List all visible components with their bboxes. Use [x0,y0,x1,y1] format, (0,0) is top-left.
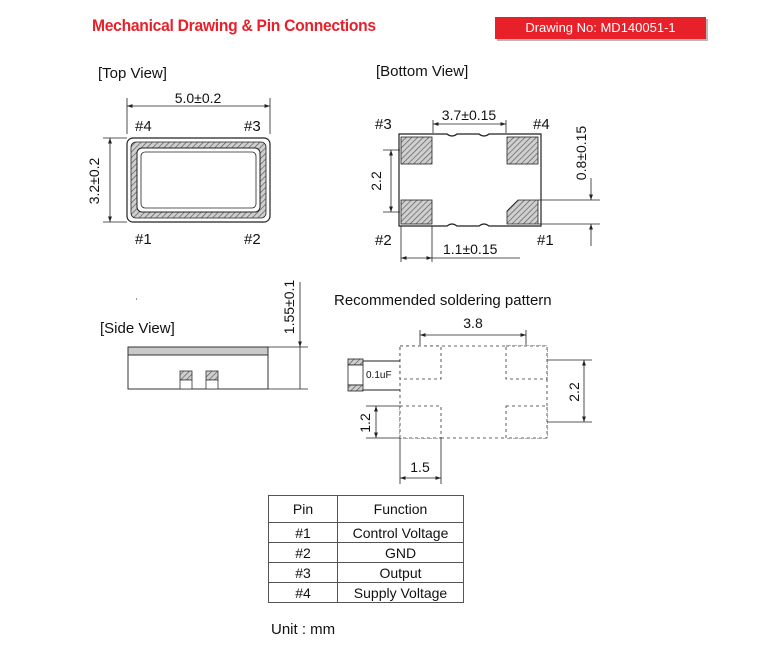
soldering-height-dimension: 2.2 [566,382,582,402]
soldering-pad-height-dimension: 1.2 [357,413,373,433]
pin-cell: #2 [269,543,338,563]
function-cell: Output [338,563,464,583]
bottom-pitch-dimension: 2.2 [368,171,384,191]
function-cell: Supply Voltage [338,583,464,603]
table-row [269,543,464,563]
top-view-label: [Top View] [98,65,167,82]
bottom-pin-4-label: #4 [533,116,550,133]
top-pin-3-label: #3 [244,118,261,135]
bottom-pin-3-label: #3 [375,116,392,133]
function-column-header: Function [338,496,464,523]
solder-pad-bottom-left [400,406,441,438]
solder-pad-top-right [506,346,547,379]
side-lid [128,347,268,355]
pin-cell: #1 [269,523,338,543]
soldering-pad-width-dimension: 1.5 [410,459,430,475]
top-width-dimension: 5.0±0.2 [174,90,222,106]
capacitor-label: 0.1uF [366,370,392,381]
function-cell: GND [338,543,464,563]
table-row [269,563,464,583]
function-cell: Control Voltage [338,523,464,543]
bottom-pin-1-label: #1 [537,232,554,249]
bottom-pad-3 [401,137,432,164]
bottom-pad-4 [507,137,538,164]
side-view-label: [Side View] [100,320,175,337]
drawing-number-badge: Drawing No: MD140051-1 [495,17,706,39]
bottom-view [368,63,600,262]
table-row [269,583,464,603]
pin-column-header: Pin [269,496,338,523]
bottom-pad-width-dimension: 1.1±0.15 [443,241,498,257]
table-row [269,523,464,543]
soldering-pattern-title: Recommended soldering pattern [334,292,552,309]
top-view [86,65,270,248]
side-height-dimension: 1.55±0.1 [281,279,297,335]
pin-cell: #4 [269,583,338,603]
package-lid [137,148,260,212]
top-pin-1-label: #1 [135,231,152,248]
bottom-pad-height-dimension: 0.8±0.15 [573,125,589,181]
solder-pad-top-left [400,346,441,379]
capacitor [348,359,400,391]
unit-label: Unit : mm [271,621,336,638]
table-header-row [269,496,464,523]
bottom-pad-2 [401,200,432,224]
soldering-pattern [334,292,592,484]
top-height-dimension: 3.2±0.2 [86,157,102,205]
soldering-width-dimension: 3.8 [463,315,483,331]
top-pin-4-label: #4 [135,118,152,135]
page-title: Mechanical Drawing & Pin Connections [92,16,376,35]
pin-cell: #3 [269,563,338,583]
bottom-view-label: [Bottom View] [376,63,469,80]
pin-function-table [268,495,464,603]
bottom-pad-spacing-dimension: 3.7±0.15 [441,107,497,123]
bottom-pin-2-label: #2 [375,232,392,249]
side-view [100,280,308,389]
top-pin-2-label: #2 [244,231,261,248]
solder-pad-bottom-right [506,406,547,438]
